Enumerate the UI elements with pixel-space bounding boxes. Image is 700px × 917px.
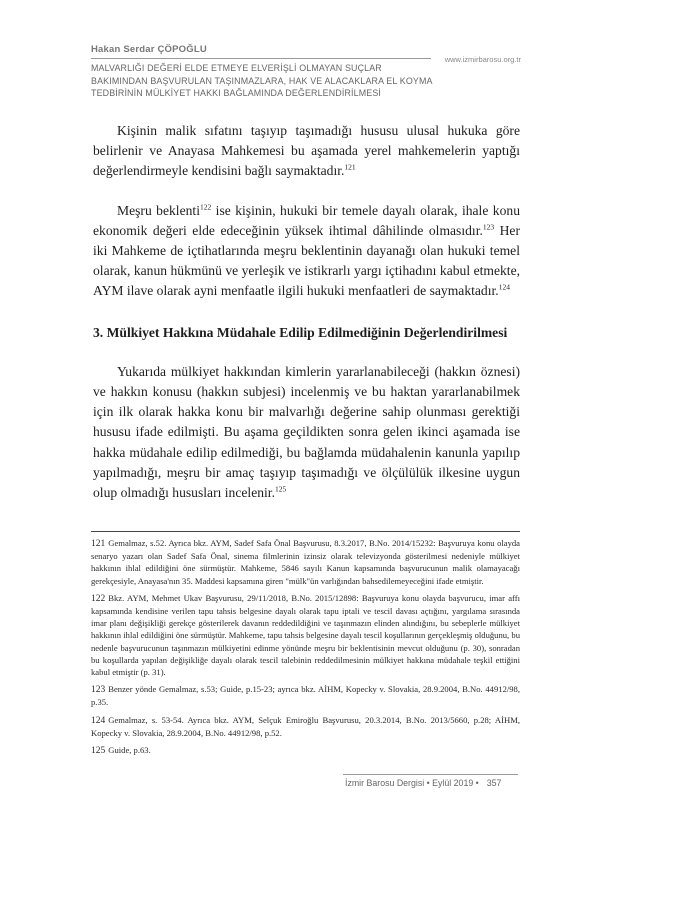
footnote-ref[interactable]: 123 xyxy=(482,222,495,232)
footnote-ref[interactable]: 124 xyxy=(498,282,510,292)
footnote-ref[interactable]: 125 xyxy=(274,484,287,494)
footnote-text: Gemalmaz, s. 53-54. Ayrıca bkz. AYM, Selçuk Emiroğlu Başvurusu, 20.3.2014, B.No. 2013/5660, p.28; AİHM, Kopecky v. Slovakia, 28.9.2004, B.No. 44912/98, p.52. xyxy=(91,714,520,738)
main-text xyxy=(93,121,520,503)
paragraph-2 xyxy=(93,201,520,302)
paragraph-text: ise kişinin, hukuki bir temele dayalı olarak, ihale konu ekonomik değeri elde edeceğinin yüksek ihtimal dâhilinde olmasıdır. xyxy=(93,202,520,238)
footnote-text: Gemalmaz, s.52. Ayrıca bkz. AYM, Sadef Safa Önal Başvurusu, 8.3.2017, B.No. 2014/15232: Başvuruya konu olayda senaryo yazarı olan Sadef Safa Önal, sinema filmlerinin izinsiz olarak televizyonda gösterilmesi nedeniyle mülkiyet hakkının ihlal edildiğini öne sürmüştür. Mahkeme, 5846 sayılı Kanun kapsamında başvurucunun malik olamayacağı gerekçesiyle, Anayasa'nın 35. Maddesi kapsamına giren "mülk"ün varlığından bahsedilemeyeceğini ifade etmiştir. xyxy=(91,538,520,586)
article-title-line: TEDBİRİNİN MÜLKİYET HAKKI BAĞLAMINDA DEĞERLENDİRİLMESİ xyxy=(91,88,382,98)
article-title-line: BAKIMINDAN BAŞVURULAN TAŞINMAZLARA, HAK VE ALACAKLARA EL KOYMA xyxy=(91,75,433,86)
article-title xyxy=(91,62,521,100)
paragraph-text: Meşru beklenti xyxy=(117,202,200,218)
footnote-ref[interactable]: 121 xyxy=(344,162,356,172)
footnote xyxy=(91,744,520,757)
paragraph-text: Kişinin malik sıfatını taşıyıp taşımadığı hususu ulusal hukuka göre belirlenir ve Anayasa Mahkemesi bu aşamada yerel mahkemelerin yaptığı değerlendirmeyle kendisini bağlı saymaktadır. xyxy=(93,123,520,179)
paragraph-text: Her iki Mahkeme de içtihatlarında meşru beklentinin dayanağı olan hukuki temel olarak, kanun hükmünü ve yerleşik ve istikrarlı yargı içtihadını kabul etmekte, AYM ilave olarak ayni menfaatle ilgili hukuki menfaatleri de saymaktadır. xyxy=(93,222,520,299)
footnote-number: 124 xyxy=(91,715,106,726)
running-header xyxy=(91,44,521,100)
footnote-number: 123 xyxy=(91,685,106,696)
paragraph-1 xyxy=(93,121,520,182)
footnote xyxy=(91,714,520,739)
page-number: 357 xyxy=(486,778,502,788)
footnote xyxy=(91,683,520,708)
footnote xyxy=(91,537,520,587)
footnote xyxy=(91,592,520,678)
footnote-text: Benzer yönde Gemalmaz, s.53; Guide, p.15-23; ayrıca bkz. AİHM, Kopecky v. Slovakia, 28.9.2004, B.No. 44912/98, p.35. xyxy=(91,684,520,708)
running-footer xyxy=(345,778,520,788)
footnote-text: Guide, p.63. xyxy=(108,745,151,756)
section-heading: 3. Mülkiyet Hakkına Müdahale Edilip Edilmediğinin Değerlendirilmesi xyxy=(93,324,508,340)
footnote-number: 122 xyxy=(91,593,106,604)
footnote-ref[interactable]: 122 xyxy=(199,202,212,212)
header-rule xyxy=(91,58,431,59)
paragraph-3 xyxy=(93,362,520,503)
footnote-text: Bkz. AYM, Mehmet Ukav Başvurusu, 29/11/2018, B.No. 2015/12898: Başvuruya konu olayda başvurucu, imar affı kapsamında kendisine verilen tapu tahsis belgesine dayalı olarak tapu iptali ve tescil davası açtığını, yargılama sırasında imar planı değişikliği gerekçe gösterilerek davanın reddedildiğini ve taşınmazın elinden alındığını, bu sebeplerle mülkiyet hakkının ihlal edildiğini öne sürmüştür. Mahkeme, tapu tahsis belgesine dayalı tescil koşullarının gerçekleşmiş olduğunu, bu nedenle başvurucunun taşınmazın mülkiyetini edinme yönünde meşru bir beklentisinin mevcut olduğunu (p. 30), sonradan bu koşullarda yapılan değişikliğe dayalı olarak tescil talebinin reddedilmesinin mülkiyet hakkına müdahale teşkil ettiğini kabul etmiştir (p. 31). xyxy=(91,592,520,678)
author-name: Hakan Serdar ÇÖPOĞLU xyxy=(91,44,207,55)
footnote-number: 125 xyxy=(91,746,106,757)
journal-name: İzmir Barosu Dergisi • Eylül 2019 • xyxy=(345,778,479,788)
site-url[interactable]: www.izmirbarosu.org.tr xyxy=(444,55,521,64)
footnotes xyxy=(91,531,520,762)
footnote-number: 121 xyxy=(91,539,106,549)
article-title-line: MALVARLIĞI DEĞERİ ELDE ETMEYE ELVERİŞLİ OLMAYAN SUÇLAR xyxy=(91,63,382,73)
footer-rule xyxy=(343,774,518,775)
paragraph-text: Yukarıda mülkiyet hakkından kimlerin yararlanabileceği (hakkın öznesi) ve hakkın konusu (hakkın subjesi) incelenmiş ve bu haktan yararlanabilmek için ilk olarak hakka konu bir malvarlığı değerine sahip olunması gerektiği hususu ifade edilmişti. Bu aşama geçildikten sonra gelen ikinci aşamada ise hakka müdahale edilip edilmediği, bu bağlamda müdahalenin kanunla yapılıp yapılmadığı, meşru bir amaç taşıyıp taşımadığı ve ölçülülük ilkesine uygun olup olmadığı hususları incelenir. xyxy=(93,363,520,501)
